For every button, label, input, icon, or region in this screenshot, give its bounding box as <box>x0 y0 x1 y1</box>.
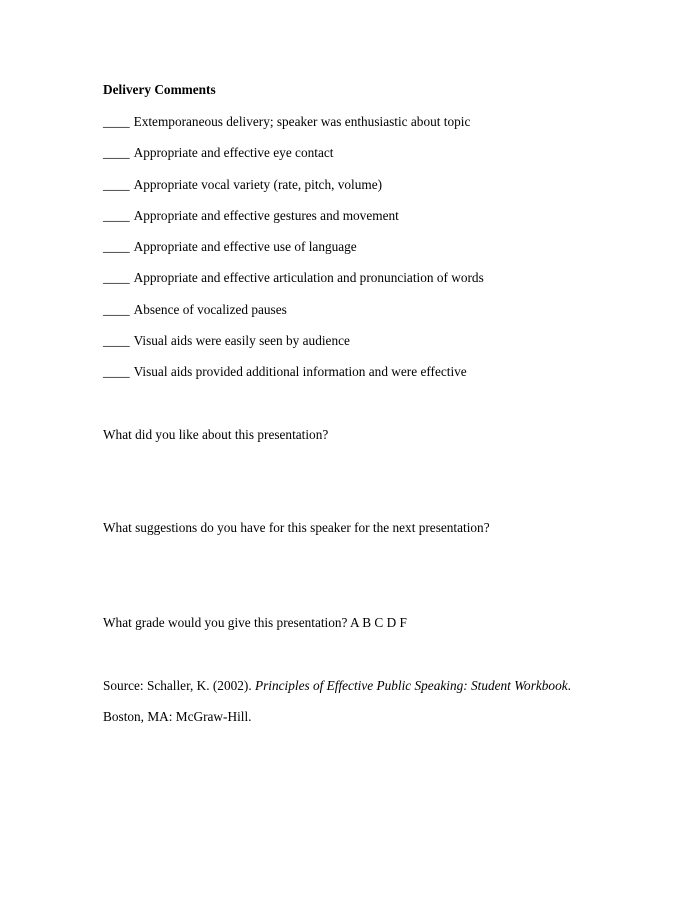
checklist-item <box>103 301 484 332</box>
checklist-item-text: Appropriate and effective eye contact <box>133 145 334 161</box>
checklist-blank[interactable]: ____ <box>103 239 130 255</box>
question-grade: What grade would you give this presentation? A B C D F <box>103 615 407 630</box>
source-suffix: . <box>567 678 571 693</box>
checklist-item-text: Appropriate vocal variety (rate, pitch, volume) <box>133 176 383 192</box>
checklist-blank[interactable]: ____ <box>103 207 130 223</box>
checklist-item-text: Appropriate and effective articulation and pronunciation of words <box>133 270 484 286</box>
checklist-blank[interactable]: ____ <box>103 176 130 192</box>
source-title: Principles of Effective Public Speaking: Student Workbook <box>254 678 568 693</box>
checklist-blank[interactable]: ____ <box>103 301 130 317</box>
checklist-item-text: Visual aids provided additional information and were effective <box>133 364 467 380</box>
checklist-item-text: Visual aids were easily seen by audience <box>133 333 350 349</box>
checklist-item-text: Absence of vocalized pauses <box>133 301 287 317</box>
question-liked: What did you like about this presentation? <box>103 427 329 442</box>
checklist-blank[interactable]: ____ <box>103 333 130 349</box>
checklist-item <box>103 363 484 394</box>
checklist-item <box>103 113 484 144</box>
source-citation <box>103 678 571 694</box>
checklist-blank[interactable]: ____ <box>103 270 130 286</box>
question-suggestions: What suggestions do you have for this speaker for the next presentation? <box>103 520 490 535</box>
checklist-item <box>103 176 484 207</box>
checklist-blank[interactable]: ____ <box>103 364 130 380</box>
checklist-item-text: Appropriate and effective gestures and movement <box>133 207 399 223</box>
source-prefix: Source: Schaller, K. (2002). <box>103 678 255 693</box>
checklist-blank[interactable]: ____ <box>103 114 130 129</box>
checklist-item <box>103 144 484 175</box>
checklist-item-text: Appropriate and effective use of language <box>133 239 357 255</box>
checklist-item-text: Extemporaneous delivery; speaker was enthusiastic about topic <box>133 114 471 129</box>
checklist-item <box>103 207 484 238</box>
checklist-blank[interactable]: ____ <box>103 145 130 161</box>
checklist-item <box>103 332 484 363</box>
checklist-item <box>103 269 484 300</box>
section-heading: Delivery Comments <box>103 82 216 97</box>
checklist-item <box>103 238 484 269</box>
delivery-checklist <box>103 113 484 395</box>
source-publisher: Boston, MA: McGraw-Hill. <box>103 709 252 724</box>
